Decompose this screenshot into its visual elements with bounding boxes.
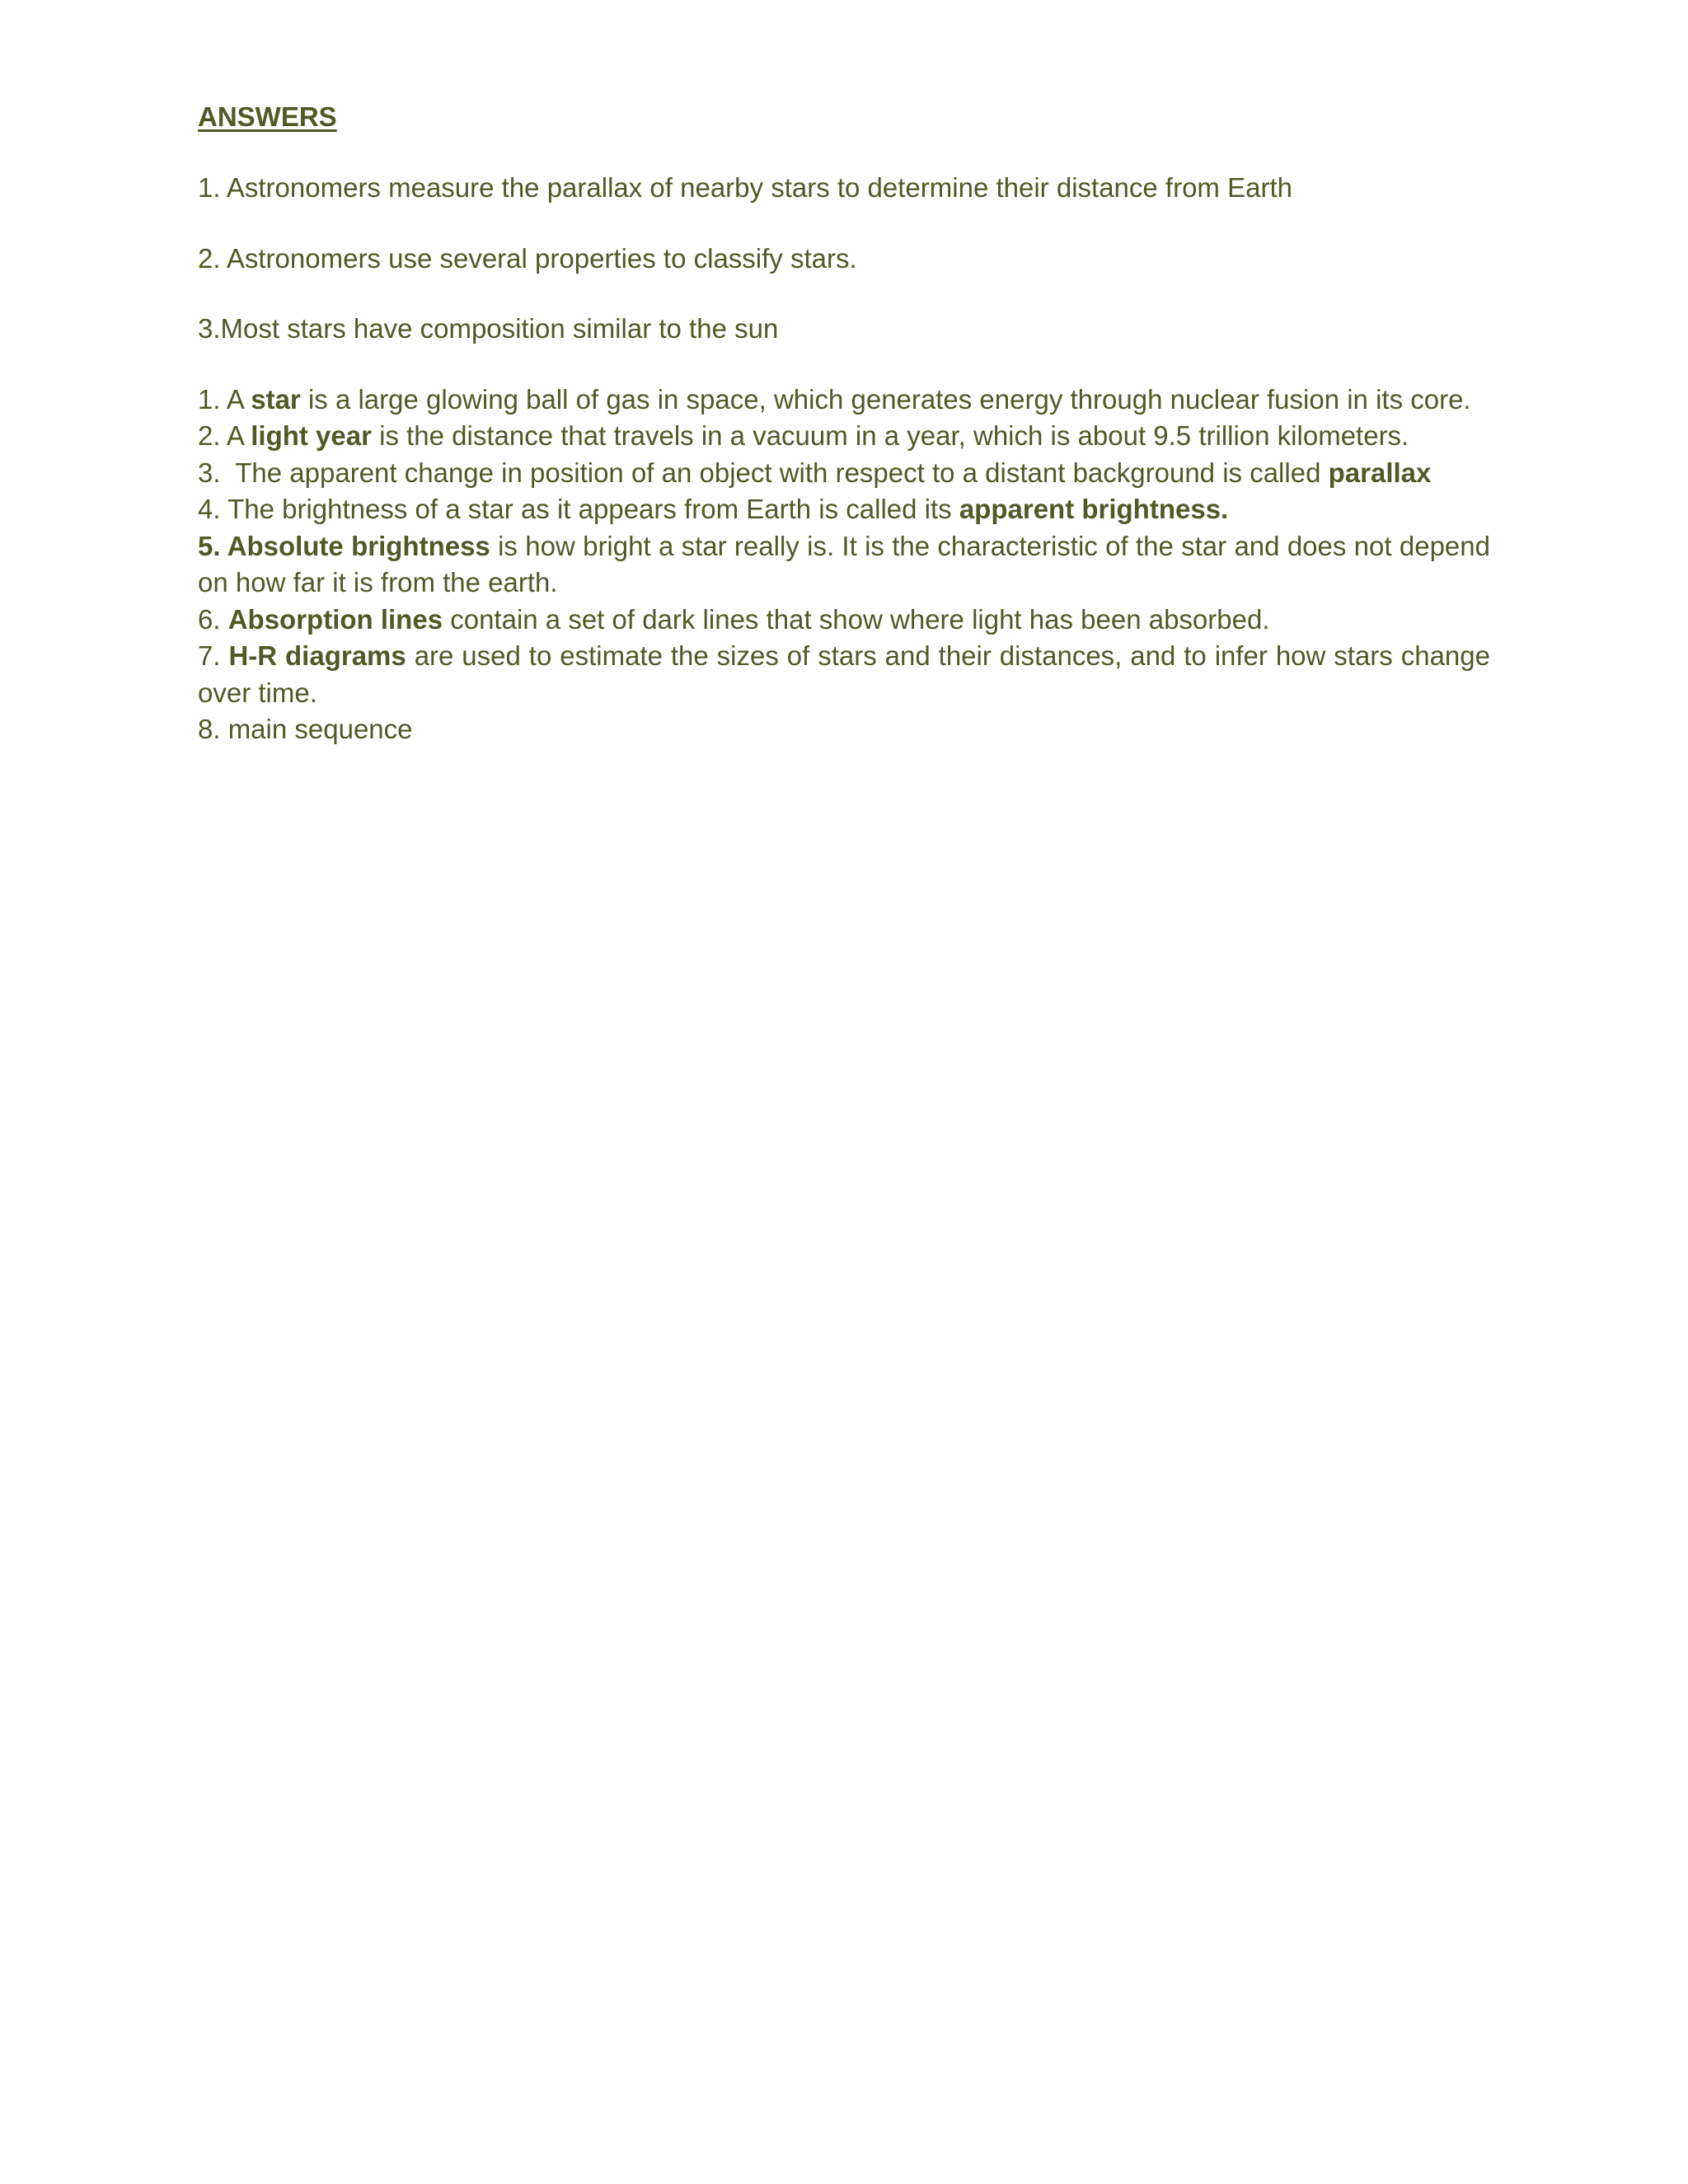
definition-star — [198, 382, 1490, 419]
definition-text: are used to estimate the sizes of stars and their distances, and to infer how stars change over time. — [198, 640, 1490, 708]
definition-term: H-R diagrams — [228, 640, 406, 671]
definition-light-year — [198, 418, 1490, 455]
definition-term: Absorption lines — [227, 603, 443, 635]
definition-prefix: 1. A — [198, 383, 251, 415]
definition-text: is how bright a star really is. It is the characteristic of the star and does not depend on how far it is from the earth. — [198, 530, 1490, 598]
definition-prefix: 2. A — [198, 420, 251, 451]
definition-hr-diagrams — [198, 638, 1490, 711]
definition-prefix: 7. — [198, 640, 229, 671]
definition-text: contain a set of dark lines that show where light has been absorbed. — [443, 603, 1270, 635]
definition-absolute-brightness — [198, 528, 1490, 602]
definition-absorption-lines — [198, 602, 1490, 639]
definition-prefix: 6. — [198, 603, 228, 635]
definition-text: is the distance that travels in a vacuum in a year, which is about 9.5 trillion kilometers. — [371, 420, 1409, 451]
definitions-list — [198, 382, 1490, 748]
answer-page — [198, 97, 1490, 748]
definition-term: light year — [251, 420, 372, 451]
answer-item-2: 2. Astronomers use several properties to classify stars. — [198, 242, 857, 274]
definition-prefix: 3. The apparent change in position of an object with respect to a distant background is called — [198, 457, 1329, 488]
definition-prefix: 4. The brightness of a star as it appears from Earth is called its — [198, 494, 959, 524]
definition-term: 5. Absolute brightness — [198, 530, 490, 561]
definition-term: apparent brightness. — [959, 494, 1229, 524]
definition-main-sequence — [198, 711, 1490, 748]
definition-term: parallax — [1328, 457, 1432, 488]
answer-item-3: 3.Most stars have composition similar to the sun — [198, 313, 779, 344]
definition-term: star — [251, 383, 301, 415]
definition-text: is a large glowing ball of gas in space, which generates energy through nuclear fusion in its core. — [300, 383, 1471, 415]
definition-parallax — [198, 455, 1490, 492]
answer-item-1: 1. Astronomers measure the parallax of nearby stars to determine their distance from Earth — [198, 172, 1292, 203]
answers-heading: ANSWERS — [198, 101, 337, 132]
definition-prefix: 8. main sequence — [198, 714, 413, 744]
definition-apparent-brightness — [198, 491, 1490, 528]
